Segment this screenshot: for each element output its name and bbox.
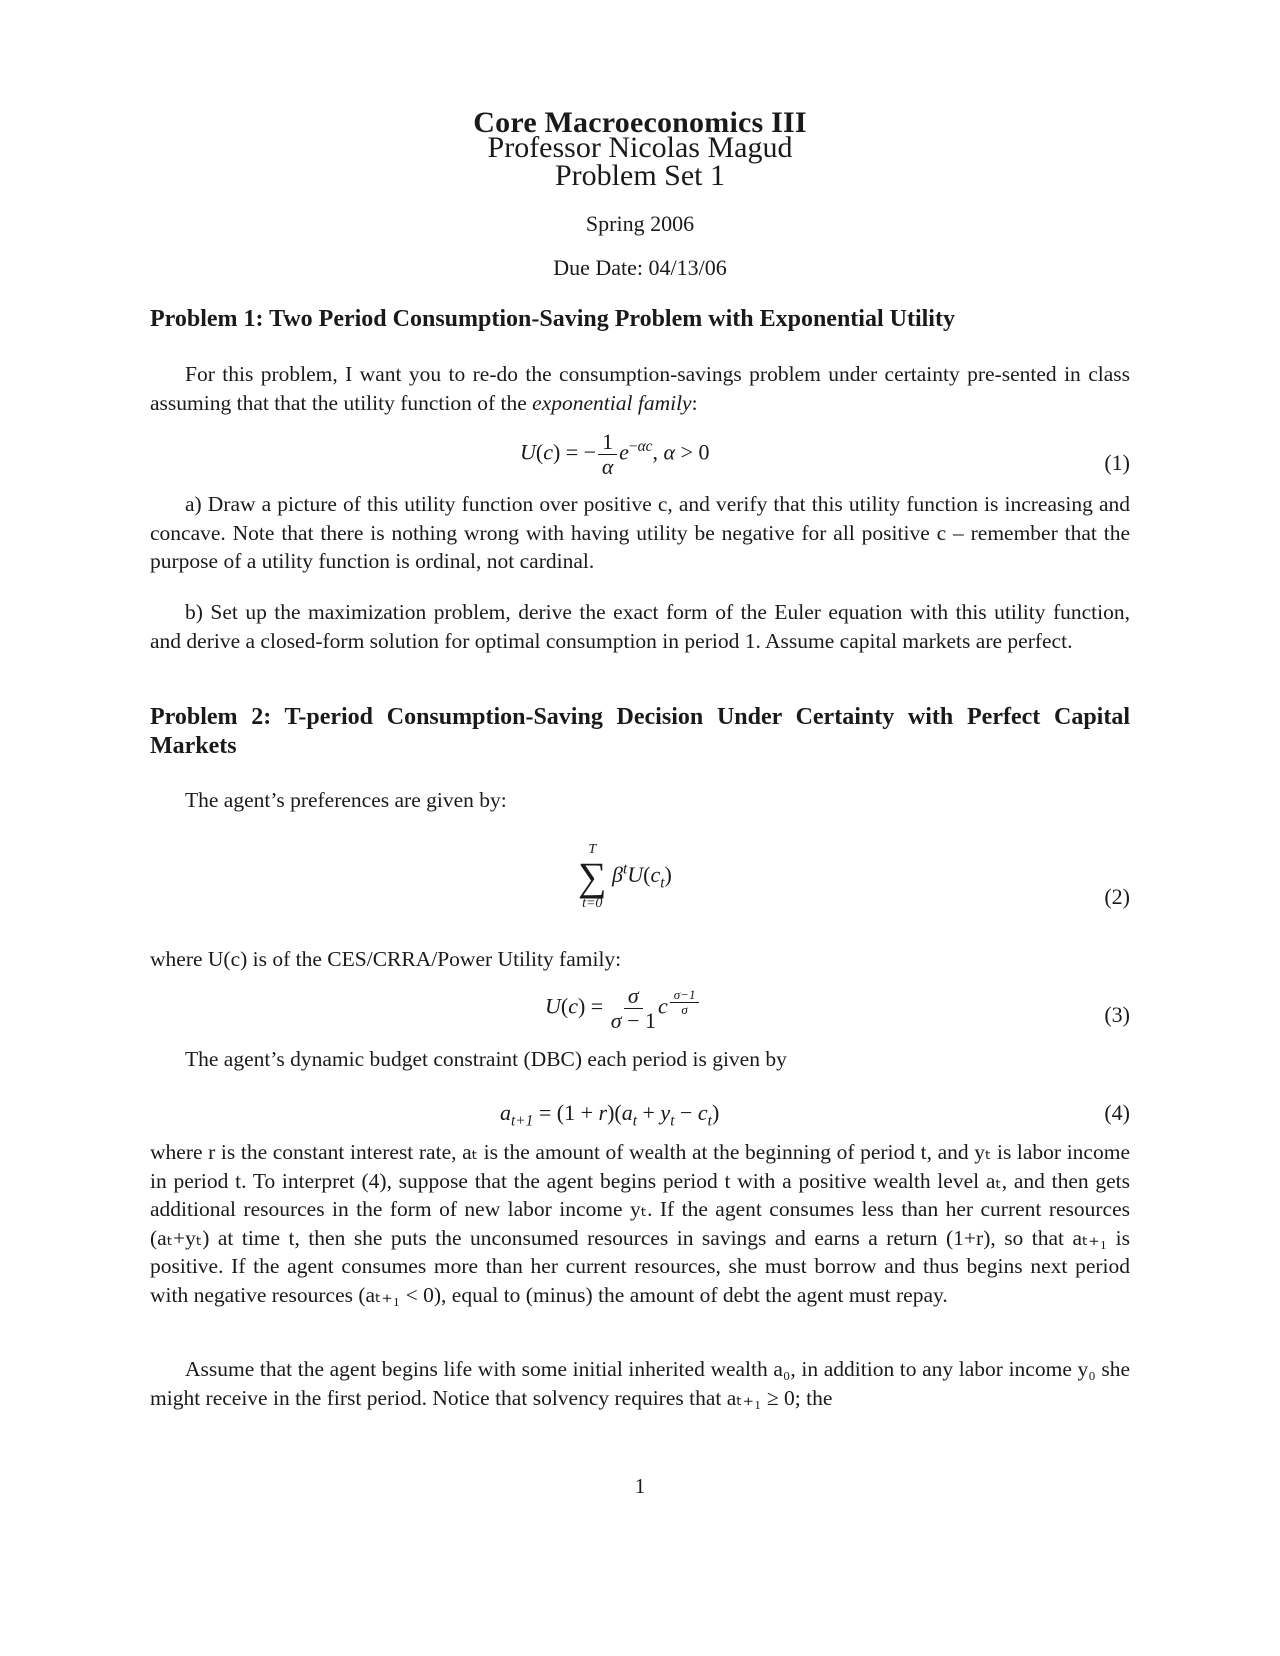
- problem1-intro-colon: :: [691, 390, 698, 415]
- term: Spring 2006: [585, 211, 695, 236]
- equation-2: T ∑ t=0 $\beta^tU(c_t)$: [578, 842, 672, 911]
- equation-4: $a_{t+1} = (1 + r)(a_t + y_t - c_t)$: [500, 1100, 720, 1130]
- equation-4-number: (4): [1104, 1100, 1130, 1125]
- dbc-explanation: where r is the constant interest rate, aₜ is the amount of wealth at the beginning of period t, and yₜ is labor income in period t. To interpret (4), suppose that the agent begins period t with a positive wealth level aₜ, and then gets additional resources in the form of new labor income yₜ. If the agent consumes less than her current resources (aₜ+yₜ) at time t, then she puts the unconsumed resources in savings and earns a return (1+r), so that aₜ₊₁ is positive. If the agent consumes more than her current resources, she must borrow and thus begins next period with negative resources (aₜ₊₁ < 0), equal to (minus) the amount of debt the agent must repay.: [150, 1140, 1130, 1307]
- utility-family-text: where U(c) is of the CES/CRRA/Power Utility family:: [150, 947, 622, 971]
- problem-set-title: Problem Set 1: [555, 159, 725, 192]
- problem1-part-b: b) Set up the maximization problem, derive the exact form of the Euler equation with this utility function, and derive a closed-form solution for optimal consumption in period 1. Assume capital markets are perfect.: [150, 600, 1130, 653]
- problem2-heading: Problem 2: T-period Consumption-Saving Decision Under Certainty with Perfect Capital Markets: [150, 704, 1130, 759]
- equation-2-number: (2): [1104, 884, 1130, 909]
- problem1-intro: [150, 360, 1130, 417]
- initial-wealth-text: Assume that the agent begins life with some initial inherited wealth a₀, in addition to any labor income y₀ she might receive in the first period. Notice that solvency requires that aₜ₊₁ ≥ 0; the: [150, 1357, 1130, 1410]
- problem1-part-a: a) Draw a picture of this utility function over positive c, and verify that this utility function is increasing and concave. Note that there is nothing wrong with having utility be negative for all positive c – remember that the purpose of a utility function is ordinal, not cardinal.: [150, 492, 1130, 573]
- equation-3-number: (3): [1104, 1002, 1130, 1027]
- dbc-text: The agent’s dynamic budget constraint (DBC) each period is given by: [185, 1047, 787, 1071]
- exponential-family-term: exponential family: [532, 390, 692, 415]
- due-date: Due Date: 04/13/06: [553, 255, 727, 280]
- equation-3: U(c) = $\frac{\sigma}{\sigma - 1}$ c $^{\frac{\sigma-1}{\sigma}}$: [545, 984, 701, 1033]
- problem1-intro-text: For this problem, I want you to re-do the consumption-savings problem under certainty pre-sented in class assuming that that the utility function of the: [150, 362, 1130, 415]
- professor-name: Professor Nicolas Magud: [487, 131, 793, 164]
- problem1-heading: Problem 1: Two Period Consumption-Saving Problem with Exponential Utility: [150, 306, 955, 332]
- equation-1-number: (1): [1104, 450, 1130, 475]
- course-title: Core Macroeconomics III: [473, 106, 807, 139]
- page-number: 1: [634, 1474, 646, 1498]
- equation-1: U(c) = − $\frac{1}{\alpha}$ $e^{-\alpha c}$, α > 0: [520, 429, 710, 479]
- preferences-text: The agent’s preferences are given by:: [185, 788, 507, 812]
